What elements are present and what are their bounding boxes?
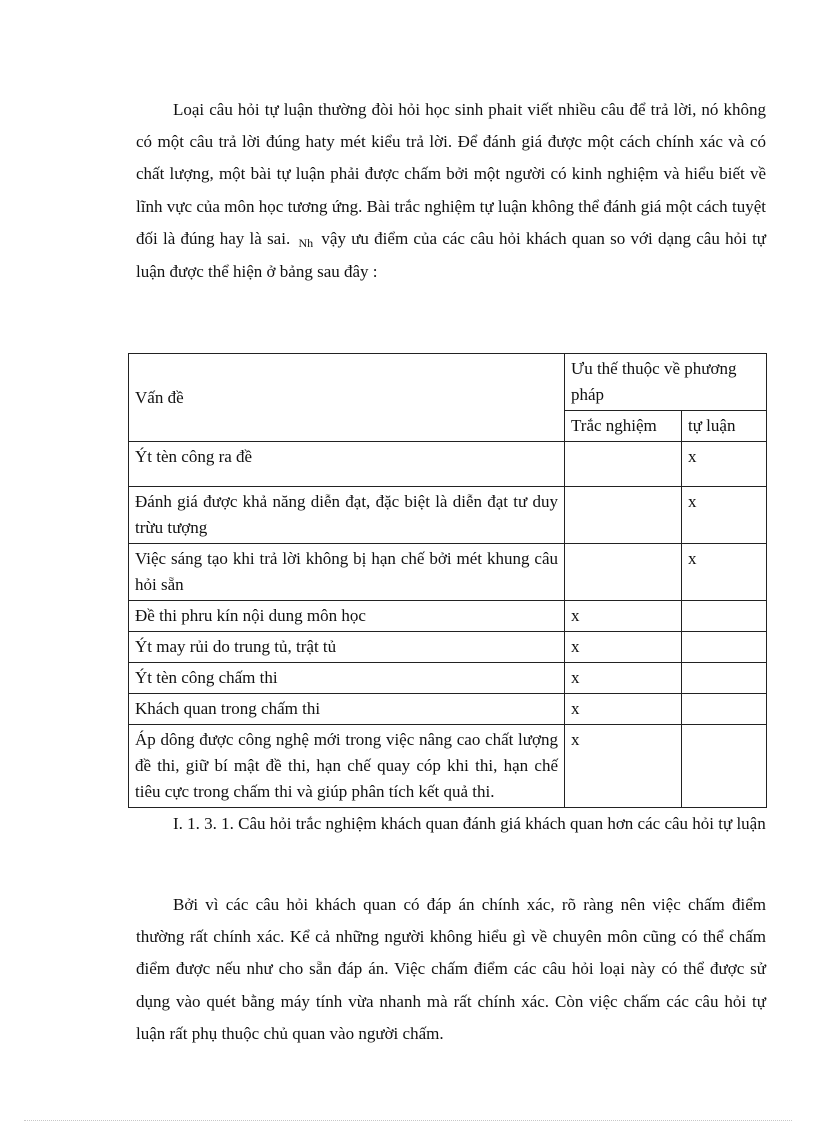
table-header-row <box>129 354 767 411</box>
row-issue: Khách quan trong chấm thi <box>129 694 565 725</box>
table-row <box>129 632 767 663</box>
row-essay-mark: x <box>682 442 767 487</box>
page-bottom-rule <box>24 1120 792 1121</box>
row-issue: Áp dông được công nghệ mới trong việc nâng cao chất lượng đề thi, giữ bí mật đề thi, hạn chế quay cóp khi thi, hạn chế tiêu cực trong chấm thi và giúp phân tích kết quả thi. <box>129 725 565 808</box>
table-row <box>129 601 767 632</box>
intro-paragraph <box>136 94 766 288</box>
row-issue: Ýt tèn công ra đề <box>129 442 565 487</box>
row-issue: Việc sáng tạo khi trả lời không bị hạn chế bởi mét khung câu hỏi sẵn <box>129 544 565 601</box>
row-issue: Ýt may rủi do trung tủ, trật tủ <box>129 632 565 663</box>
row-mc-mark <box>565 442 682 487</box>
table-row <box>129 544 767 601</box>
row-essay-mark <box>682 601 767 632</box>
row-mc-mark: x <box>565 725 682 808</box>
table-row <box>129 694 767 725</box>
row-essay-mark: x <box>682 544 767 601</box>
header-advantage: Ưu thế thuộc về phương pháp <box>565 354 767 411</box>
table-row <box>129 487 767 544</box>
row-issue: Ýt tèn công chấm thi <box>129 663 565 694</box>
body-paragraph: Bởi vì các câu hỏi khách quan có đáp án chính xác, rõ ràng nên việc chấm điểm thường rất chính xác. Kể cả những người không hiểu gì về chuyên môn cũng có thể chấm điểm được nếu như cho sẵn đáp án. Việc chấm điểm các câu hỏi loại này có thể được sử dụng vào quét bằng máy tính vừa nhanh mà rất chính xác. Còn việc chấm các câu hỏi tự luận rất phụ thuộc chủ quan vào người chấm. <box>136 895 766 1043</box>
row-mc-mark: x <box>565 694 682 725</box>
row-essay-mark <box>682 663 767 694</box>
header-issue: Vấn đề <box>129 354 565 442</box>
row-mc-mark: x <box>565 632 682 663</box>
header-essay: tự luận <box>682 411 767 442</box>
row-mc-mark <box>565 487 682 544</box>
row-issue: Đánh giá được khả năng diễn đạt, đặc biệt là diễn đạt tư duy trừu tượng <box>129 487 565 544</box>
row-essay-mark: x <box>682 487 767 544</box>
row-mc-mark: x <box>565 601 682 632</box>
comparison-table <box>128 353 767 808</box>
table-row <box>129 663 767 694</box>
row-issue: Đề thi phru kín nội dung môn học <box>129 601 565 632</box>
row-mc-mark: x <box>565 663 682 694</box>
row-essay-mark <box>682 632 767 663</box>
intro-text-before: Loại câu hỏi tự luận thường đòi hỏi học sinh phait viết nhiều câu để trả lời, nó không có một câu trả lời đúng haty mét kiểu trả lời. Để đánh giá được một cách chính xác và có chất lượng, một bài tự luận phải được chấm bởi một người có kinh nghiệm và hiểu biết về lĩnh vực của môn học tương ứng. Bài trắc nghiệm tự luận không thể đánh giá một cách tuyệt đối là đúng hay là sai. <box>136 100 766 248</box>
table-row <box>129 725 767 808</box>
intro-nh-fragment: Nh <box>298 235 314 250</box>
table-row <box>129 442 767 487</box>
section-heading: I. 1. 3. 1. Câu hỏi trắc nghiệm khách quan đánh giá khách quan hơn các câu hỏi tự luận <box>173 814 766 833</box>
row-essay-mark <box>682 694 767 725</box>
intro-text-after: vậy ưu điểm của các câu hỏi khách quan so với dạng câu hỏi tự luận được thể hiện ở bảng sau đây : <box>136 228 767 282</box>
row-essay-mark <box>682 725 767 808</box>
row-mc-mark <box>565 544 682 601</box>
header-multiple-choice: Trắc nghiệm <box>565 411 682 442</box>
